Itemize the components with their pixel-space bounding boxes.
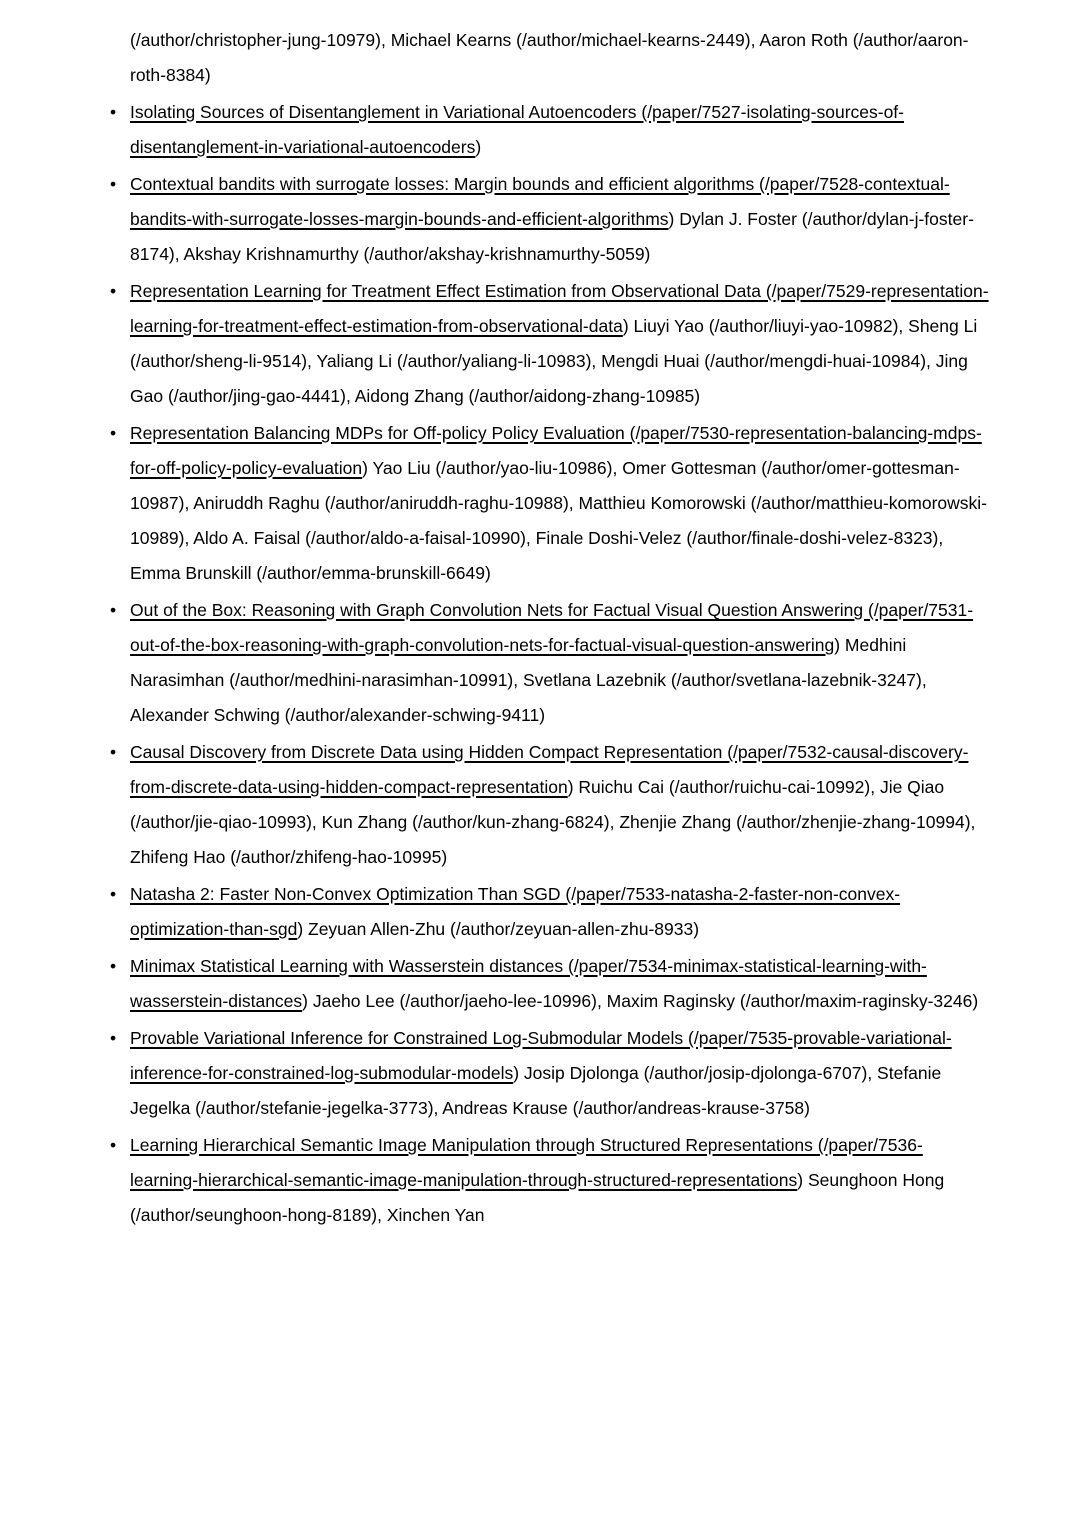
paper-link[interactable]: Natasha 2: Faster Non-Convex Optimization Than SGD (/paper/7533-natasha-2-faster-non-convex-optimization-than-sgd (130, 884, 901, 939)
paper-authors: ) Josip Djolonga (/author/josip-djolonga-6707), Stefanie Jegelka (/author/stefanie-jegelka-3773), Andreas Krause (/author/andreas-krause-3758) (130, 1063, 942, 1118)
paper-list-item (130, 274, 990, 414)
paper-link[interactable]: Provable Variational Inference for Constrained Log-Submodular Models (/paper/7535-provable-variational-inference-for-constrained-log-submodular-models (130, 1028, 952, 1083)
paper-list-item (130, 1021, 990, 1126)
paper-authors: ) Liuyi Yao (/author/liuyi-yao-10982), Sheng Li (/author/sheng-li-9514), Yaliang Li (/author/yaliang-li-10983), Mengdi Huai (/author/mengdi-huai-10984), Jing Gao (/author/jing-gao-4441), Aidong Zhang (/author/aidong-zhang-10985) (130, 316, 978, 406)
paper-link[interactable]: Contextual bandits with surrogate losses: Margin bounds and efficient algorithms (/paper/7528-contextual-bandits-with-surrogate-losses-margin-bounds-and-efficient-algorithms (130, 174, 950, 229)
paper-link[interactable]: Minimax Statistical Learning with Wasserstein distances (/paper/7534-minimax-statistical-learning-with-wasserstein-distances (130, 956, 927, 1011)
paper-list-item (130, 95, 990, 165)
paper-list (90, 95, 990, 1233)
paper-authors: ) Zeyuan Allen-Zhu (/author/zeyuan-allen-zhu-8933) (297, 919, 700, 939)
paper-authors: ) Seunghoon Hong (/author/seunghoon-hong-8189), Xinchen Yan (130, 1170, 945, 1225)
paper-link[interactable]: Representation Balancing MDPs for Off-policy Policy Evaluation (/paper/7530-representation-balancing-mdps-for-off-policy-policy-evaluation (130, 423, 982, 478)
paper-list-item (130, 167, 990, 272)
paper-authors: ) (475, 137, 482, 157)
clipped-previous-item-authors: (/author/christopher-jung-10979), Michael Kearns (/author/michael-kearns-2449), Aaron Roth (/author/aaron-roth-8384) (130, 30, 969, 85)
paper-authors: ) Yao Liu (/author/yao-liu-10986), Omer Gottesman (/author/omer-gottesman-10987), Aniruddh Raghu (/author/aniruddh-raghu-10988), Matthieu Komorowski (/author/matthieu-komorowski-10989), Aldo A. Faisal (/author/aldo-a-faisal-10990), Finale Doshi-Velez (/author/finale-doshi-velez-8323), Emma Brunskill (/author/emma-brunskill-6649) (130, 458, 987, 583)
paper-list-item (130, 877, 990, 947)
paper-list-item (130, 416, 990, 591)
paper-list-item (130, 593, 990, 733)
paper-authors: ) Ruichu Cai (/author/ruichu-cai-10992), Jie Qiao (/author/jie-qiao-10993), Kun Zhang (/author/kun-zhang-6824), Zhenjie Zhang (/author/zhenjie-zhang-10994), Zhifeng Hao (/author/zhifeng-hao-10995) (130, 777, 976, 867)
paper-list-item (130, 735, 990, 875)
paper-link[interactable]: Learning Hierarchical Semantic Image Manipulation through Structured Representations (/paper/7536-learning-hierarchical-semantic-image-manipulation-through-structured-representations (130, 1135, 923, 1190)
paper-authors: ) Dylan J. Foster (/author/dylan-j-foster-8174), Akshay Krishnamurthy (/author/akshay-krishnamurthy-5059) (130, 209, 974, 264)
paper-link[interactable]: Representation Learning for Treatment Effect Estimation from Observational Data (/paper/7529-representation-learning-for-treatment-effect-estimation-from-observational-data (130, 281, 989, 336)
paper-list-item (130, 949, 990, 1019)
paper-link[interactable]: Isolating Sources of Disentanglement in Variational Autoencoders (/paper/7527-isolating-sources-of-disentanglement-in-variational-autoencoders (130, 102, 904, 157)
paper-list-item (130, 1128, 990, 1233)
paper-authors: ) Jaeho Lee (/author/jaeho-lee-10996), Maxim Raginsky (/author/maxim-raginsky-3246) (302, 991, 979, 1011)
paper-link[interactable]: Causal Discovery from Discrete Data using Hidden Compact Representation (/paper/7532-causal-discovery-from-discrete-data-using-hidden-compact-representation (130, 742, 969, 797)
paper-link[interactable]: Out of the Box: Reasoning with Graph Convolution Nets for Factual Visual Question Answering (/paper/7531-out-of-the-box-reasoning-with-graph-convolution-nets-for-factual-visual-question-answering (130, 600, 974, 655)
paper-authors: ) Medhini Narasimhan (/author/medhini-narasimhan-10991), Svetlana Lazebnik (/author/svetlana-lazebnik-3247), Alexander Schwing (/author/alexander-schwing-9411) (130, 635, 927, 725)
